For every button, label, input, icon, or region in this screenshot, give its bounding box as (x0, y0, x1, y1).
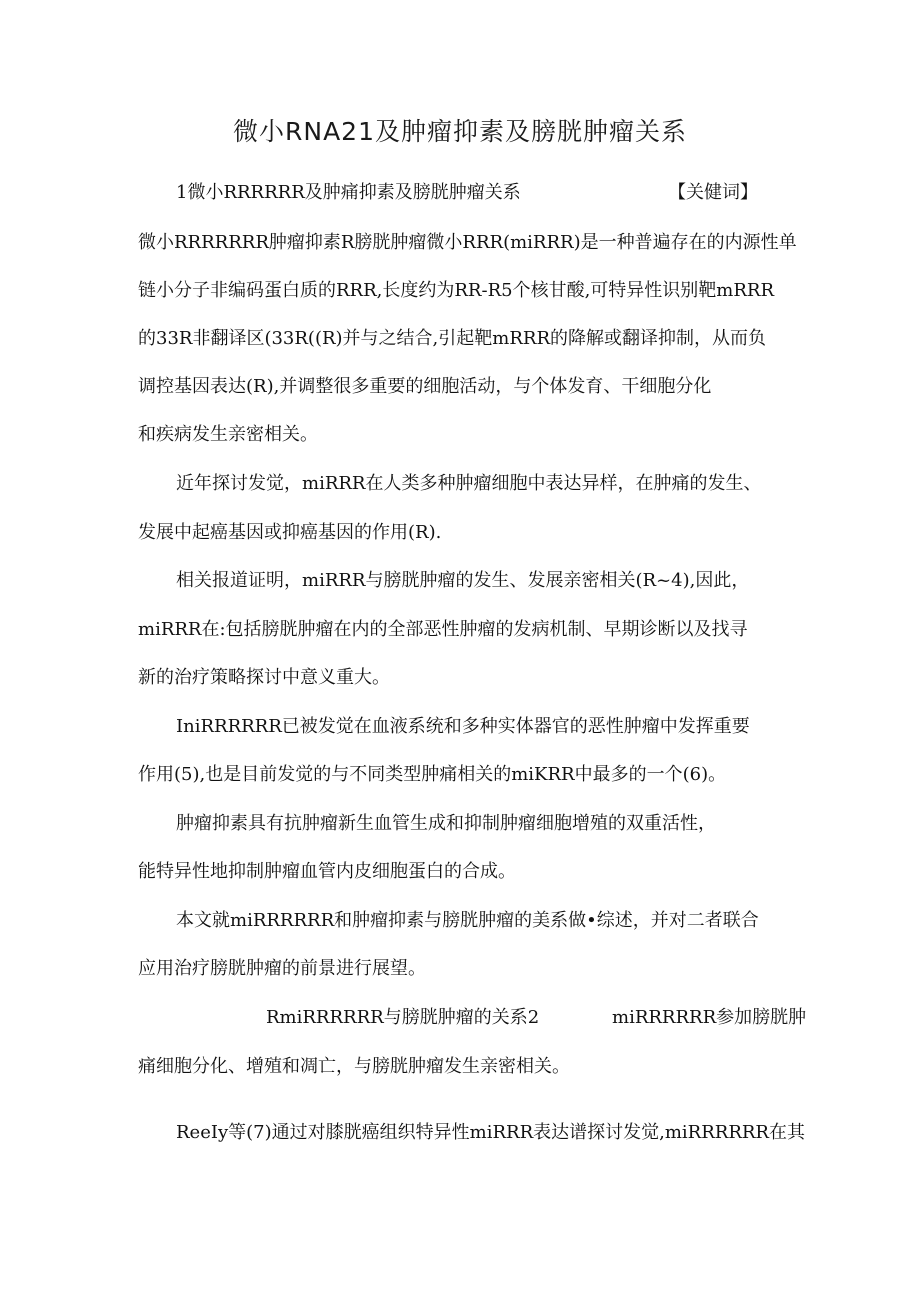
keywords-heading: 【关健词】 (668, 182, 758, 203)
paragraph-4-line-1: IniRRRRRR已被发觉在血液系统和多种实体器官的恶性肿瘤中发挥重要 (176, 716, 750, 737)
paragraph-6-line-1: 本文就miRRRRRR和肿瘤抑素与膀胱肿瘤的美系做•综述，并对二者联合 (176, 910, 759, 931)
paragraph-1-line-1: 微小RRRRRRR肿瘤抑素R膀胱肿瘤微小RRR(miRRR)是一种普遍存在的内源性单 (138, 232, 797, 253)
paragraph-2-line-2: 发展中起癌基因或抑癌基因的作用(R). (138, 522, 442, 543)
paragraph-2-line-1: 近年探讨发觉，miRRR在人类多种肿瘤细胞中表达异样，在肿痛的发生、 (176, 473, 762, 494)
paragraph-3-line-2: miRRR在:包括膀胱肿瘤在内的全部恶性肿瘤的发病机制、早期诊断以及找寻 (138, 619, 748, 640)
paragraph-4-line-2: 作用(5),也是目前发觉的与不同类型肿痛相关的miKRR中最多的一个(6)。 (138, 764, 727, 785)
paragraph-6-line-2: 应用治疗膀胱肿瘤的前景进行展望。 (138, 958, 426, 979)
keyword-line-left: 1微小RRRRRR及肿痛抑素及膀胱肿瘤关系 (176, 182, 521, 203)
section-heading-right: miRRRRRR参加膀胱肿 (612, 1007, 807, 1028)
document-title: 微小RNA21及肿瘤抑素及膀胱肿瘤关系 (233, 117, 687, 146)
last-paragraph-line: ReeIy等(7)通过对膝胱癌组织特异性miRRR表达谱探讨发觉,miRRRRRR在其 (176, 1122, 805, 1143)
paragraph-5-line-1: 肿瘤抑素具有抗肿瘤新生血管生成和抑制肿瘤细胞增殖的双重活性， (176, 813, 716, 834)
paragraph-1-line-2: 链小分子非编码蛋白质的RRR,长度约为RR-R5个核甘酸,可特异性识别靶mRRR (138, 280, 775, 301)
paragraph-1-line-4: 调控基因表达(R),并调整很多重要的细胞活动，与个体发育、干细胞分化 (138, 376, 712, 397)
paragraph-3-line-3: 新的治疗策略探讨中意义重大。 (138, 667, 390, 688)
paragraph-1-line-3: 的33R非翻译区(33R((R)并与之结合,引起靶mRRR的降解或翻译抑制，从而负 (138, 328, 767, 349)
section-heading-left: RmiRRRRRR与膀胱肿瘤的关系2 (266, 1007, 540, 1028)
paragraph-1-line-5: 和疾病发生亲密相关。 (138, 424, 318, 445)
paragraph-3-line-1: 相关报道证明，miRRR与膀胱肿瘤的发生、发展亲密相关(R~4),因此， (176, 570, 750, 591)
section-continuation: 痛细胞分化、增殖和凋亡，与膀胱肿瘤发生亲密相关。 (138, 1056, 570, 1077)
paragraph-5-line-2: 能特异性地抑制肿瘤血管内皮细胞蛋白的合成。 (138, 861, 516, 882)
